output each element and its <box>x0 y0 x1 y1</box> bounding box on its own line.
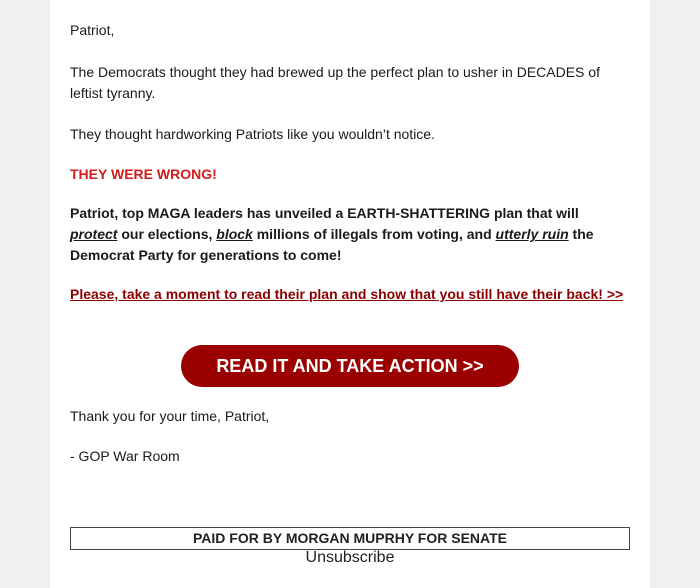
plan-text-2: our elections, <box>117 226 217 242</box>
signature: - GOP War Room <box>70 448 180 464</box>
block-link[interactable]: block <box>216 226 253 242</box>
read-plan-link[interactable]: Please, take a moment to read their plan and show that you still have their back! >> <box>70 286 624 302</box>
read-and-act-button[interactable]: READ IT AND TAKE ACTION >> <box>181 345 519 387</box>
paragraph-plan <box>70 203 625 266</box>
cta-paragraph <box>70 284 630 305</box>
protect-link[interactable]: protect <box>70 226 118 242</box>
paragraph-notice: They thought hardworking Patriots like you wouldn’t notice. <box>70 126 435 142</box>
utterly-ruin-link[interactable]: utterly ruin <box>495 226 569 242</box>
greeting: Patriot, <box>70 22 115 38</box>
heading-wrong: THEY WERE WRONG! <box>70 166 217 182</box>
paragraph-intro: The Democrats thought they had brewed up the perfect plan to usher in DECADES of leftist tyranny. <box>70 64 600 101</box>
signoff: Thank you for your time, Patriot, <box>70 408 270 424</box>
paid-for-disclaimer: PAID FOR BY MORGAN MUPRHY FOR SENATE <box>70 527 630 550</box>
plan-text-1: Patriot, top MAGA leaders has unveiled a EARTH-SHATTERING plan that will <box>70 205 579 221</box>
plan-text-3: millions of illegals from voting, and <box>252 226 496 242</box>
unsubscribe-link[interactable]: Unsubscribe <box>305 549 395 566</box>
plan-text-4: the Democrat Party for generations to come! <box>70 226 594 263</box>
email-body <box>50 0 650 588</box>
